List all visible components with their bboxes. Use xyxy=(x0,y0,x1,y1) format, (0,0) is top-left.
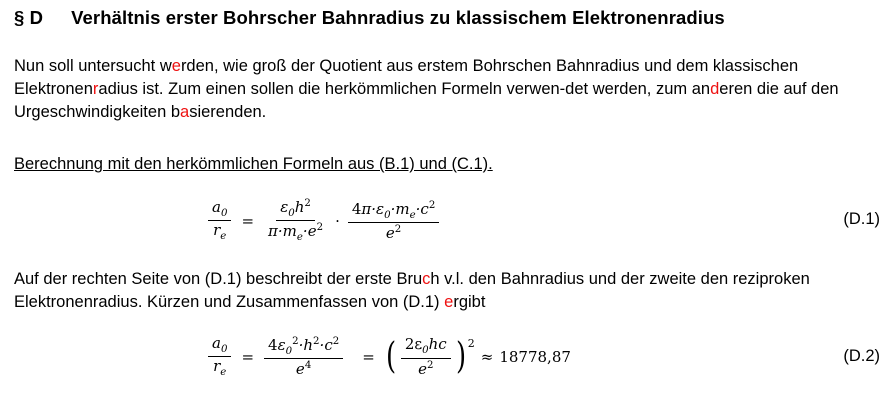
paragraph-intro-red-3: d xyxy=(710,80,720,98)
equation-d1-tag: (D.1) xyxy=(843,210,880,228)
equation-d2-equals-sign-2: = xyxy=(362,347,375,366)
section-heading xyxy=(14,7,725,29)
equation-d2 xyxy=(0,335,894,383)
equation-d2-lhs-denominator: $r_e$ xyxy=(213,357,227,379)
equation-d2-left-paren: ( xyxy=(385,335,396,377)
paragraph-intro-red-4: a xyxy=(180,103,190,121)
paragraph-intro-text-d: eren die auf den Urgeschwindigkeiten b xyxy=(14,80,839,121)
equation-d1-lhs-denominator: $r_e$ xyxy=(213,221,227,243)
paragraph-explanation-text-b: h v.l. den Bahnradius und der zweite den reziproken Elektronenradius. Kürzen und Zusammenfassen von (D.1) xyxy=(14,270,810,311)
equation-d1-body xyxy=(205,198,442,244)
paragraph-intro-text-a: Nun soll untersucht w xyxy=(14,57,172,75)
equation-d1-equals-sign: = xyxy=(241,211,255,230)
equation-d2-approx-sign: ≈ xyxy=(480,347,494,366)
paragraph-intro xyxy=(14,55,874,124)
paragraph-intro-red-1: e xyxy=(171,57,181,75)
equation-d1-rhs-fraction-2 xyxy=(348,200,439,242)
equation-d2-parenthesized-fraction xyxy=(384,336,475,377)
section-marker: § D xyxy=(14,7,44,28)
equation-d2-lhs-numerator: $a_0$ xyxy=(208,335,231,357)
equation-d1-rhs1-denominator: $\pi\cdot m_e\cdot e^2$ xyxy=(268,222,324,244)
equation-d2-lhs-fraction xyxy=(208,335,231,379)
paragraph-intro-text-e: sierenden. xyxy=(189,103,267,121)
equation-d2-tag: (D.2) xyxy=(843,347,880,365)
equation-d2-right-paren: ) xyxy=(455,335,466,377)
paragraph-explanation-text-a: Auf der rechten Seite von (D.1) beschreibt der erste Bru xyxy=(14,270,423,288)
section-title: Verhältnis erster Bohrscher Bahnradius zu klassischem Elektronenradius xyxy=(71,7,725,28)
equation-d2-middle-fraction xyxy=(264,336,343,378)
equation-d1-lhs-numerator: $a_0$ xyxy=(208,199,231,221)
equation-d1-rhs-fraction-1 xyxy=(264,198,327,244)
equation-d2-middle-denominator: $e^4$ xyxy=(295,360,312,379)
paragraph-explanation-red-2: e xyxy=(444,293,454,311)
equation-d2-result-value: 18778,87 xyxy=(499,347,571,366)
equation-d2-middle-numerator: $4\varepsilon_0^2\cdot h^2\cdot c^2$ xyxy=(264,336,343,359)
equation-d1-lhs-fraction xyxy=(208,199,231,243)
paragraph-intro-red-2: r xyxy=(92,80,99,98)
equation-d1-rhs2-numerator: $4\pi\cdot\varepsilon_0\cdot m_e\cdot c^2$ xyxy=(348,200,439,223)
equation-d1-multiplication-dot: · xyxy=(335,211,340,230)
paragraph-intro-text-c: adius ist. Zum einen sollen die herkömmlichen Formeln verwen-det werden, zum an xyxy=(98,80,711,98)
equation-d1 xyxy=(0,198,894,246)
equation-d2-paren-exponent: 2 xyxy=(467,337,475,351)
equation-d2-paren-numerator: $2\varepsilon_0hc$ xyxy=(401,336,451,358)
paragraph-intro-text-b: rden, wie groß der Quotient aus erstem Bohrschen Bahnradius und dem klassischen Elektronen xyxy=(14,57,799,98)
equation-d1-rhs2-denominator: $e^2$ xyxy=(385,224,402,243)
paragraph-explanation-red-1: c xyxy=(422,270,431,288)
equation-d2-body xyxy=(205,335,571,379)
equation-d2-equals-sign-1: = xyxy=(241,347,255,366)
equation-d2-paren-denominator: $e^2$ xyxy=(418,359,434,378)
paragraph-explanation xyxy=(14,268,874,314)
equation-d1-rhs1-numerator: $\varepsilon_0h^2$ xyxy=(276,198,315,221)
equation-d2-paren-fraction xyxy=(401,336,451,377)
paragraph-explanation-text-c: rgibt xyxy=(453,293,486,311)
subheading-calculation: Berechnung mit den herkömmlichen Formeln aus (B.1) und (C.1). xyxy=(14,155,493,173)
